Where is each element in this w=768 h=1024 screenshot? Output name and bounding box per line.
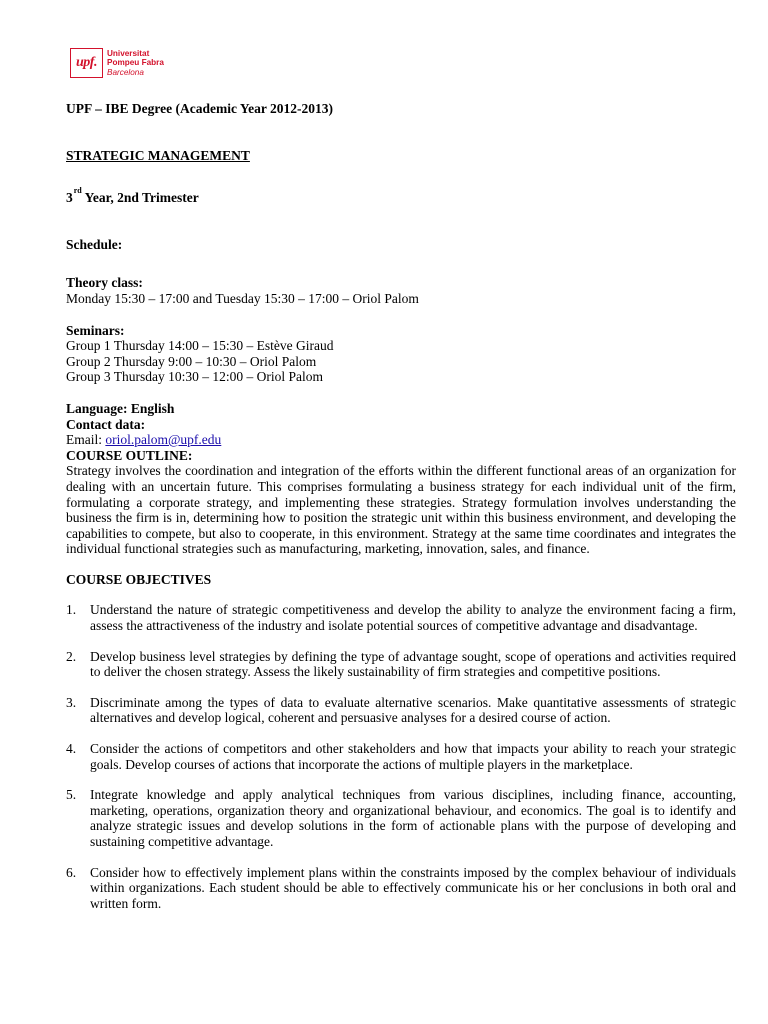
outline-heading: COURSE OUTLINE: xyxy=(66,447,193,463)
document-body xyxy=(66,101,736,926)
objective-number: 2. xyxy=(66,648,77,664)
objectives-list xyxy=(66,602,736,911)
objective-item xyxy=(66,865,736,912)
outline-paragraph: Strategy involves the coordination and integration of the efforts within the different functional areas of an organization for dealing with an uncertain future. This comprises formulating a business strategy for each individual unit of the firm, formulating a corporate strategy, and implementing these strategies. Strategy formulation involves understanding the business the firm is in, determining how to position the strategic unit within this business environment, and developing the capabilities to compete, but also to cooperate, in this environment. Strategy at the same time coordinates and integrates the individual functional strategies such as manufacturing, marketing, innovation, sales, and finance. xyxy=(66,463,736,557)
theory-schedule: Monday 15:30 – 17:00 and Tuesday 15:30 – 17:00 – Oriol Palom xyxy=(66,290,419,306)
objective-text: Consider the actions of competitors and other stakeholders and how that impacts your ability to reach your strategic goals. Develop courses of actions that incorporate the actions of multiple players in the marketplace. xyxy=(90,741,736,772)
objective-item xyxy=(66,602,736,633)
upf-logo-mark: upf. xyxy=(70,48,103,78)
seminar-group-1: Group 1 Thursday 14:00 – 15:30 – Estève Giraud xyxy=(66,338,334,354)
objective-text: Integrate knowledge and apply analytical techniques from various disciplines, including finance, accounting, marketing, operations, organization theory and organizational behaviour, and economics. The goal is to identify and analyze strategic issues and develop solutions in the form of actionable plans with the purpose of developing and sustaining competitive advantage. xyxy=(90,787,736,849)
logo-line-3: Barcelona xyxy=(107,67,144,77)
objective-item xyxy=(66,649,736,680)
email-label: Email: xyxy=(66,432,106,448)
year-trimester xyxy=(66,186,736,208)
university-logo xyxy=(70,47,164,79)
year-ordinal: rd xyxy=(73,186,82,196)
seminar-group-3: Group 3 Thursday 10:30 – 12:00 – Oriol Palom xyxy=(66,369,323,385)
objective-number: 4. xyxy=(66,741,77,757)
course-title: STRATEGIC MANAGEMENT xyxy=(66,147,250,163)
objective-number: 5. xyxy=(66,787,77,803)
objective-item xyxy=(66,741,736,772)
objectives-heading: COURSE OBJECTIVES xyxy=(66,571,212,587)
logo-line-1: Universitat xyxy=(107,49,150,59)
seminar-group-2: Group 2 Thursday 9:00 – 10:30 – Oriol Palom xyxy=(66,353,317,369)
objective-number: 3. xyxy=(66,694,77,710)
logo-wordmark xyxy=(107,49,164,77)
email-link[interactable]: oriol.palom@upf.edu xyxy=(105,432,222,448)
language-line: Language: English xyxy=(66,400,175,416)
degree-title: UPF – IBE Degree (Academic Year 2012-2013) xyxy=(66,101,333,116)
objective-text: Develop business level strategies by defining the type of advantage sought, scope of operations and activities required to deliver the chosen strategy. Assess the likely sustainability of firm strategies and competitive positions. xyxy=(90,648,736,680)
year-number: 3 xyxy=(66,190,73,206)
seminars-heading: Seminars: xyxy=(66,322,125,338)
theory-heading: Theory class: xyxy=(66,275,143,291)
objective-text: Discriminate among the types of data to evaluate alternative scenarios. Make quantitative assessments of strategic alternatives and develop logical, coherent and persuasive analyses for a desired course of action. xyxy=(90,694,736,726)
objective-text: Understand the nature of strategic competitiveness and develop the ability to analyze the environment facing a firm, assess the attractiveness of the industry and isolate potential sources of competitive advantage and disadvantage. xyxy=(90,602,736,634)
email-line xyxy=(66,432,736,448)
year-rest: Year, 2nd Trimester xyxy=(81,190,199,206)
contact-heading: Contact data: xyxy=(66,416,146,432)
logo-line-2: Pompeu Fabra xyxy=(107,58,164,68)
objective-item xyxy=(66,695,736,726)
objective-number: 6. xyxy=(66,864,77,880)
schedule-heading: Schedule: xyxy=(66,236,123,252)
objective-number: 1. xyxy=(66,602,77,618)
objective-item xyxy=(66,787,736,849)
objective-text: Consider how to effectively implement plans within the constraints imposed by the complex behaviour of individuals within organizations. Each student should be able to effectively communicate his or her conclusions in both oral and written form. xyxy=(90,864,736,911)
